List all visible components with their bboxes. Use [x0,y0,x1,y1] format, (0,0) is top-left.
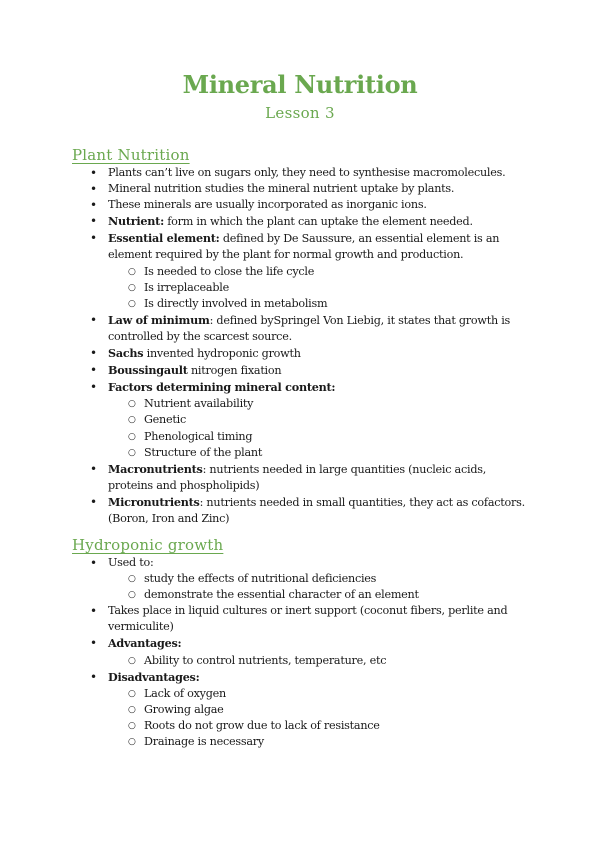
item-term: Macronutrients [108,461,203,476]
section-heading: Plant Nutrition [72,146,190,164]
list-item [72,181,532,197]
list-item [72,635,532,668]
list-item [72,213,532,230]
item-text: These minerals are usually incorporated as inorganic ions. [108,198,427,212]
item-term: Advantages: [108,636,182,651]
bullet-list [72,555,532,750]
page-subtitle: Lesson 3 [265,104,335,122]
section-hydroponic-growth [72,535,532,750]
list-item [72,362,532,379]
sub-list [108,396,532,460]
list-item [72,494,532,527]
list-item [72,379,532,460]
bullet-list [72,165,532,527]
list-item [72,461,532,494]
item-text: Used to: [108,556,154,569]
list-item [72,603,532,635]
item-text: form in which the plant can uptake the element needed. [163,215,473,229]
sub-list [108,653,532,669]
list-item [72,312,532,345]
item-text: nitrogen fixation [187,364,282,378]
list-item [72,197,532,213]
sub-list [108,264,532,312]
item-term: Boussingault [108,363,188,378]
sub-item: ○ Is irreplaceable [108,280,532,296]
item-term: Factors determining mineral content: [108,380,336,395]
sub-item: ○ Genetic [108,412,532,428]
list-item [72,165,532,181]
sub-item: ○ Is directly involved in metabolism [108,296,532,312]
list-item [72,345,532,362]
item-term: Sachs [108,346,144,361]
item-term: Micronutrients [108,494,200,509]
item-term: Nutrient: [108,214,164,229]
sub-item: ○ demonstrate the essential character of an element [108,587,532,603]
item-text: invented hydroponic growth [143,347,301,361]
item-term: Disadvantages: [108,669,200,684]
section-heading: Hydroponic growth [72,536,224,554]
sub-item: ○ Growing algae [108,702,532,718]
item-text: defined by De Saussure, an essential element is an element required by the plant for normal growth and production. [108,232,500,262]
item-text: : nutrients needed in small quantities, they act as cofactors. (Boron, Iron and Zinc) [108,495,525,525]
item-text: : defined bySpringel Von Liebig, it states that growth is controlled by the scarcest source. [108,313,511,343]
sub-item: ○ Ability to control nutrients, temperature, etc [108,653,532,669]
item-text: Takes place in liquid cultures or inert support (coconut fibers, perlite and vermiculite) [108,604,508,634]
sub-item: ○ Lack of oxygen [108,686,532,702]
list-item [72,669,532,750]
sub-list [108,571,532,603]
item-text: Plants can’t live on sugars only, they need to synthesise macromolecules. [108,166,506,179]
sub-item: ○ Phenological timing [108,429,532,445]
list-item [72,230,532,311]
section-plant-nutrition [72,145,532,527]
page-title: Mineral Nutrition [182,70,418,99]
sub-item: ○ Is needed to close the life cycle [108,264,532,280]
list-item [72,555,532,603]
item-text: Mineral nutrition studies the mineral nutrient uptake by plants. [108,182,455,196]
item-term: Law of minimum [108,312,210,327]
sub-item: ○ study the effects of nutritional deficiencies [108,571,532,587]
sub-item: ○ Nutrient availability [108,396,532,412]
sub-item: ○ Roots do not grow due to lack of resistance [108,718,532,734]
sub-list [108,686,532,750]
sub-item: ○ Drainage is necessary [108,734,532,750]
sub-item: ○ Structure of the plant [108,445,532,461]
item-term: Essential element: [108,231,220,246]
item-text: : nutrients needed in large quantities (nucleic acids, proteins and phospholipids) [108,462,487,492]
